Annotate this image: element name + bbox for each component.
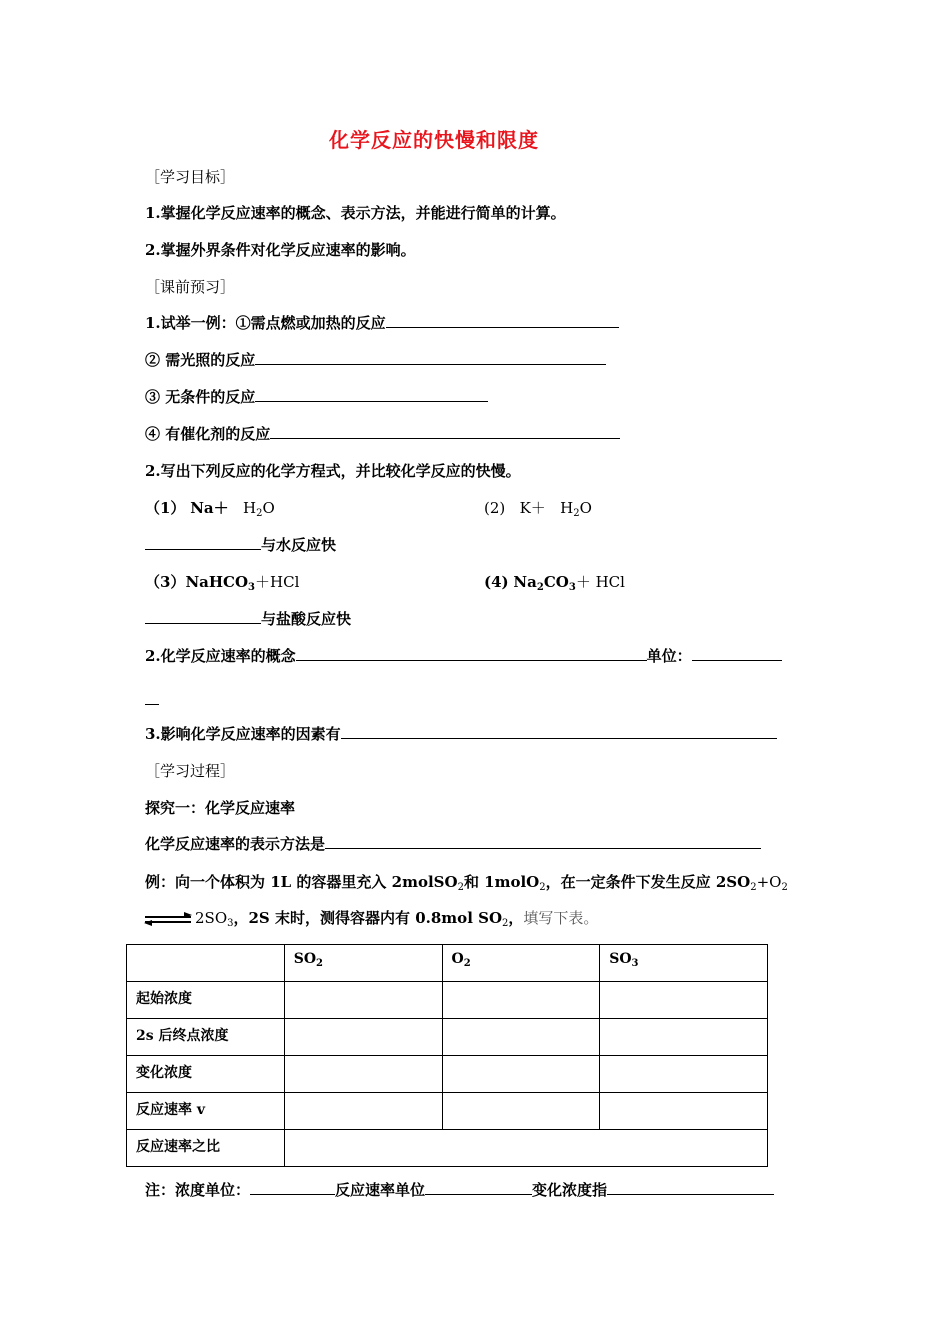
reaction-1 (145, 498, 275, 518)
example-text-5: 2SO (195, 909, 228, 927)
rate-expression-line (145, 834, 761, 854)
table-row (127, 1056, 768, 1093)
row-label-ratio: 反应速率之比 (127, 1130, 285, 1167)
table-cell[interactable] (442, 982, 600, 1019)
row-label-rate: 反应速率 v (127, 1093, 285, 1130)
table-row (127, 1130, 768, 1167)
table-cell[interactable] (284, 1056, 442, 1093)
question-1-item-2-label: ② 需光照的反应 (145, 351, 256, 369)
answer-blank-rate-unit[interactable] (425, 1180, 532, 1195)
reaction-2 (484, 498, 592, 518)
rate-factors-line (145, 724, 777, 744)
reaction-1-reactant-a: Na＋ (190, 499, 229, 517)
question-1-item-3 (145, 387, 488, 407)
answer-blank-factors[interactable] (341, 724, 777, 739)
example-text-3: ，在一定条件下发生反应 2SO (545, 873, 751, 891)
answer-blank-change[interactable] (607, 1180, 774, 1195)
question-2-label: 2.写出下列反应的化学方程式，并比较化学反应的快慢。 (145, 462, 521, 480)
note-concentration-unit-label: 注：浓度单位： (145, 1181, 251, 1199)
reaction-4-reactant-c: ＋ HCl (575, 573, 625, 591)
rate-concept-label: 2.化学反应速率的概念 (145, 647, 296, 665)
reaction-2-number: (2) (484, 499, 506, 517)
reaction-4 (484, 572, 625, 592)
question-1-item-2 (145, 350, 606, 370)
reaction-4-number: (4) (484, 573, 509, 591)
reaction-4-subscript-1: 2 (536, 582, 544, 593)
answer-blank-concept[interactable] (296, 646, 647, 661)
table-cell[interactable] (442, 1056, 600, 1093)
reaction-2-reactant-c: O (579, 499, 592, 517)
reaction-3-reactant-a: NaHCO (185, 573, 249, 591)
answer-blank-expression[interactable] (325, 834, 761, 849)
reaction-2-reactant-b: H (560, 499, 574, 517)
table-cell[interactable] (442, 1093, 600, 1130)
header-so3-text: SO (609, 951, 632, 967)
page-title: 化学反应的快慢和限度 (329, 128, 539, 152)
section-process-heading: ［学习过程］ (145, 762, 236, 780)
example-line-2 (145, 908, 598, 928)
answer-blank-no-condition[interactable] (255, 387, 488, 402)
water-compare-text: 与水反应快 (261, 536, 337, 554)
example-text-2: 和 1molO (463, 873, 540, 891)
table-corner-cell (127, 945, 285, 982)
answer-blank-acid[interactable] (145, 609, 261, 624)
unit-blank-wrap (145, 690, 159, 710)
answer-blank-heat[interactable] (386, 313, 619, 328)
row-label-initial: 起始浓度 (127, 982, 285, 1019)
rate-unit-label: 单位： (646, 647, 692, 665)
answer-blank-concentration-unit[interactable] (250, 1180, 335, 1195)
example-sub-4: 2 (781, 882, 788, 893)
answer-blank-unit-continued[interactable] (145, 690, 159, 705)
reaction-3-reactant-b: ＋HCl (255, 573, 300, 591)
answer-blank-catalyst[interactable] (270, 424, 620, 439)
table-header-so2 (284, 945, 442, 982)
reaction-3-number: （3） (145, 573, 186, 591)
goal-1: 1.掌握化学反应速率的概念、表示方法，并能进行简单的计算。 (145, 204, 566, 222)
row-label-final: 2s 后终点浓度 (127, 1019, 285, 1056)
answer-blank-water[interactable] (145, 535, 261, 550)
section-preview-heading: ［课前预习］ (145, 278, 236, 296)
example-sub-6: 2 (502, 918, 509, 929)
rate-table (126, 944, 768, 1167)
reaction-1-number: （1） (145, 499, 186, 517)
equilibrium-arrow-icon (145, 913, 191, 925)
section-goals-heading: ［学习目标］ (145, 168, 236, 186)
note-change-label: 变化浓度指 (532, 1181, 608, 1199)
header-so2-text: SO (293, 951, 317, 967)
acid-compare-text: 与盐酸反应快 (261, 610, 352, 628)
table-row (127, 1019, 768, 1056)
table-cell[interactable] (284, 1019, 442, 1056)
water-compare-line (145, 535, 336, 555)
table-cell[interactable] (442, 1019, 600, 1056)
reaction-2-subscript: 2 (573, 508, 580, 519)
acid-compare-line (145, 609, 351, 629)
example-sub-1: 2 (457, 882, 464, 893)
reaction-4-subscript-2: 3 (568, 582, 576, 593)
goal-2: 2.掌握外界条件对化学反应速率的影响。 (145, 241, 416, 259)
row-label-change: 变化浓度 (127, 1056, 285, 1093)
question-1-label: 1.试举一例：①需点燃或加热的反应 (145, 314, 386, 332)
example-sub-3: 2 (750, 882, 757, 893)
header-o2-sub: 2 (463, 958, 471, 969)
table-cell-merged[interactable] (284, 1130, 767, 1167)
reaction-4-reactant-b: CO (543, 573, 569, 591)
answer-blank-light[interactable] (255, 350, 606, 365)
reaction-2-reactant-a: K＋ (519, 499, 546, 517)
reaction-4-reactant-a: Na (513, 573, 537, 591)
question-1 (145, 313, 619, 333)
rate-expression-label: 化学反应速率的表示方法是 (145, 835, 326, 853)
header-o2-text: O (451, 951, 464, 967)
table-cell[interactable] (600, 1056, 768, 1093)
example-text-7: ， (508, 909, 524, 927)
example-text-6: ，2S 末时，测得容器内有 0.8mol SO (233, 909, 503, 927)
table-row (127, 982, 768, 1019)
table-row (127, 1093, 768, 1130)
question-1-item-3-label: ③ 无条件的反应 (145, 388, 256, 406)
reaction-3 (145, 572, 299, 592)
question-1-item-4 (145, 424, 620, 444)
example-sub-5: 3 (227, 918, 234, 929)
table-cell[interactable] (600, 1019, 768, 1056)
rate-concept-line (145, 646, 782, 666)
table-cell[interactable] (600, 1093, 768, 1130)
table-cell[interactable] (284, 982, 442, 1019)
reaction-1-subscript: 2 (256, 508, 263, 519)
reaction-1-reactant-c: O (262, 499, 275, 517)
example-line-1 (145, 872, 788, 892)
answer-blank-unit[interactable] (692, 646, 782, 661)
table-header-so3 (600, 945, 768, 982)
table-cell[interactable] (284, 1093, 442, 1130)
reaction-1-reactant-b: H (242, 499, 257, 517)
rate-factors-label: 3.影响化学反应速率的因素有 (145, 725, 341, 743)
header-so2-sub: 2 (316, 958, 324, 969)
reaction-3-subscript: 3 (248, 582, 256, 593)
explore-1-heading: 探究一：化学反应速率 (145, 799, 296, 817)
table-cell[interactable] (600, 982, 768, 1019)
note-line (145, 1180, 774, 1200)
note-rate-unit-label: 反应速率单位 (335, 1181, 426, 1199)
example-sub-2: 2 (539, 882, 546, 893)
table-header-row (127, 945, 768, 982)
table-header-o2 (442, 945, 600, 982)
example-text-8: 填写下表。 (523, 909, 599, 927)
example-text-4: +O (756, 873, 782, 891)
example-text-1: 例：向一个体积为 1L 的容器里充入 2molSO (145, 873, 458, 891)
question-1-item-4-label: ④ 有催化剂的反应 (145, 425, 271, 443)
header-so3-sub: 3 (631, 958, 639, 969)
